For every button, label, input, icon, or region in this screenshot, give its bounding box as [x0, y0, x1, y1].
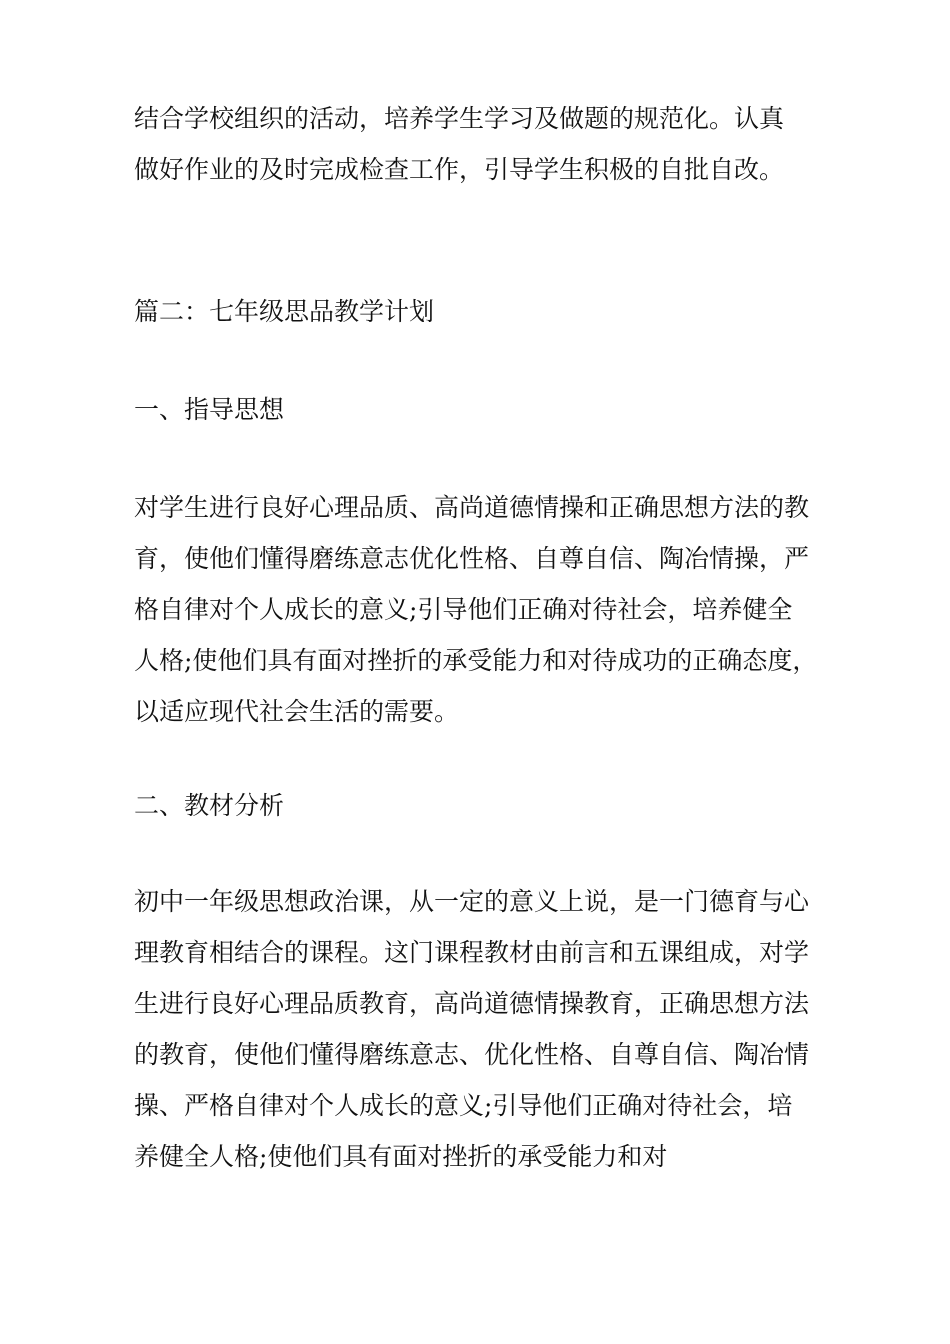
section-1-heading: 一、指导思想 — [134, 395, 285, 424]
section-2-line-5: 操、严格自律对个人成长的意义;引导他们正确对待社会，培 — [134, 1091, 793, 1120]
section-2-line-6: 养健全人格;使他们具有面对挫折的承受能力和对 — [134, 1142, 668, 1171]
section-1-line-5: 以适应现代社会生活的需要。 — [134, 697, 460, 726]
section-1-line-4: 人格;使他们具有面对挫折的承受能力和对待成功的正确态度， — [134, 646, 818, 675]
section-2-line-1: 初中一年级思想政治课，从一定的意义上说，是一门德育与心 — [134, 887, 810, 916]
section-1-line-3: 格自律对个人成长的意义;引导他们正确对待社会，培养健全 — [134, 595, 793, 624]
section-2-heading: 二、教材分析 — [134, 791, 285, 820]
section-1-line-2: 育，使他们懂得磨练意志优化性格、自尊自信、陶冶情操，严 — [134, 544, 810, 573]
section-1-line-1: 对学生进行良好心理品质、高尚道德情操和正确思想方法的教 — [134, 493, 810, 522]
section-2-line-2: 理教育相结合的课程。这门课程教材由前言和五课组成，对学 — [134, 938, 810, 967]
section-2-line-4: 的教育，使他们懂得磨练意志、优化性格、自尊自信、陶冶情 — [134, 1040, 810, 1069]
intro-line-1: 结合学校组织的活动，培养学生学习及做题的规范化。认真 — [134, 104, 785, 133]
intro-line-2: 做好作业的及时完成检查工作，引导学生积极的自批自改。 — [134, 155, 785, 184]
section-2-line-3: 生进行良好心理品质教育，高尚道德情操教育，正确思想方法 — [134, 989, 810, 1018]
chapter-title: 篇二：七年级思品教学计划 — [134, 297, 435, 326]
